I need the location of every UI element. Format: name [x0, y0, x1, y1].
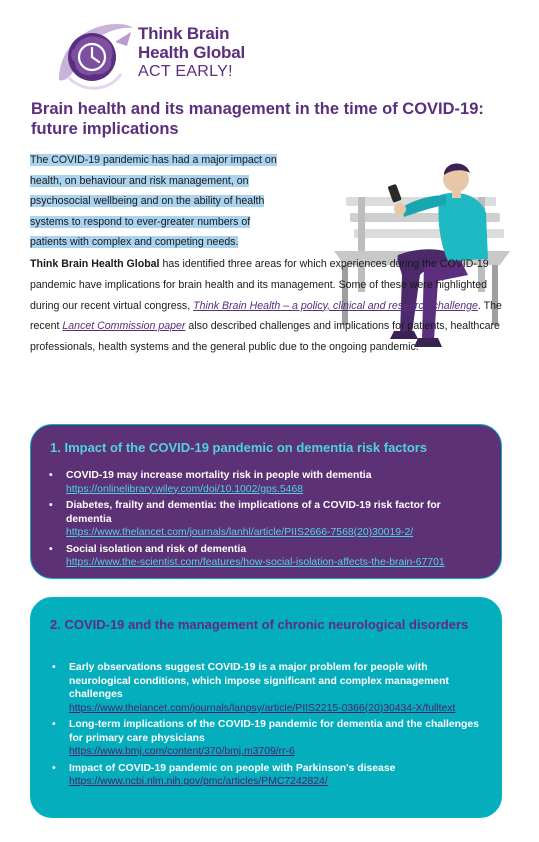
summary-line: systems to respond to ever-greater numbers of	[30, 215, 251, 228]
list-item	[49, 469, 489, 496]
item-link[interactable]: https://www.the-scientist.com/features/how-social-isolation-affects-the-brain-67701	[66, 557, 445, 568]
box2-list	[52, 661, 487, 792]
item-text: Diabetes, frailty and dementia: the implications of a COVID-19 risk factor for dementia	[66, 500, 441, 525]
brain-clock-icon	[55, 18, 135, 100]
item-text: Long-term implications of the COVID-19 pandemic for dementia and the challenges for primary care physicians	[69, 719, 479, 744]
item-link[interactable]: https://www.bmj.com/content/370/bmj.m3709/rr-6	[69, 746, 295, 757]
brand-tagline: ACT EARLY!	[138, 63, 233, 80]
intro-text-3: also described challenges and implications for patients, healthcare professionals, health systems and the general public due to the ongoing pandemic.	[30, 320, 500, 354]
item-text: Impact of COVID-19 pandemic on people with Parkinson's disease	[69, 762, 396, 774]
congress-link[interactable]: Think Brain Health – a policy, clinical and research challenge	[193, 299, 478, 312]
chronic-neurological-disorders-box	[30, 597, 502, 818]
summary-line: psychosocial wellbeing and on the ability of health	[30, 195, 265, 208]
intro-paragraph	[30, 254, 508, 358]
list-item	[52, 762, 487, 789]
item-link[interactable]: https://onlinelibrary.wiley.com/doi/10.1002/gps.5468	[66, 483, 304, 495]
list-item	[52, 661, 487, 715]
org-name: Think Brain Health Global	[30, 258, 160, 270]
summary-line: patients with complex and competing needs.	[30, 236, 239, 249]
intro-text-2: . The recent	[30, 299, 502, 333]
box1-heading: 1. Impact of the COVID-19 pandemic on dementia risk factors	[50, 440, 428, 455]
list-item	[49, 499, 489, 540]
list-item	[52, 718, 487, 759]
brand-line-1: Think Brain	[138, 24, 230, 43]
item-link[interactable]: https://www.thelancet.com/journals/lanpsy/article/PIIS2215-0366(20)30434-X/fulltext	[69, 702, 456, 714]
page-title: Brain health and its management in the time of COVID-19: future implications	[31, 100, 484, 138]
item-link[interactable]: https://www.thelancet.com/journals/lanhl/article/PIIS2666-7568(20)30019-2/	[66, 527, 414, 538]
summary-line: The COVID-19 pandemic has had a major impact on	[30, 154, 277, 166]
box2-heading: 2. COVID-19 and the management of chronic neurological disorders	[50, 617, 469, 632]
summary-line: health, on behaviour and risk management, on	[30, 174, 249, 187]
lancet-commission-link[interactable]: Lancet Commission paper	[62, 320, 186, 333]
item-text: Social isolation and risk of dementia	[66, 543, 247, 555]
item-link[interactable]: https://www.ncbi.nlm.nih.gov/pmc/articles/PMC7242824/	[69, 776, 328, 787]
brand-line-2: Health Global	[138, 43, 245, 62]
highlighted-summary	[30, 150, 300, 253]
list-item	[49, 543, 489, 570]
item-text: Early observations suggest COVID-19 is a major problem for people with neurological conditions, which impose significant and complex management challenges	[69, 662, 449, 700]
logo	[55, 18, 285, 100]
box1-list	[49, 469, 489, 573]
brand-name	[138, 24, 245, 81]
intro-text-1: has identified three areas for which experiences during the COVID-19 pandemic have implications for brain health and its management. Some of these were highlighted during our recent virtual congress,	[30, 258, 489, 312]
item-text: COVID-19 may increase mortality risk in people with dementia	[66, 470, 372, 481]
dementia-risk-factors-box	[30, 424, 502, 579]
